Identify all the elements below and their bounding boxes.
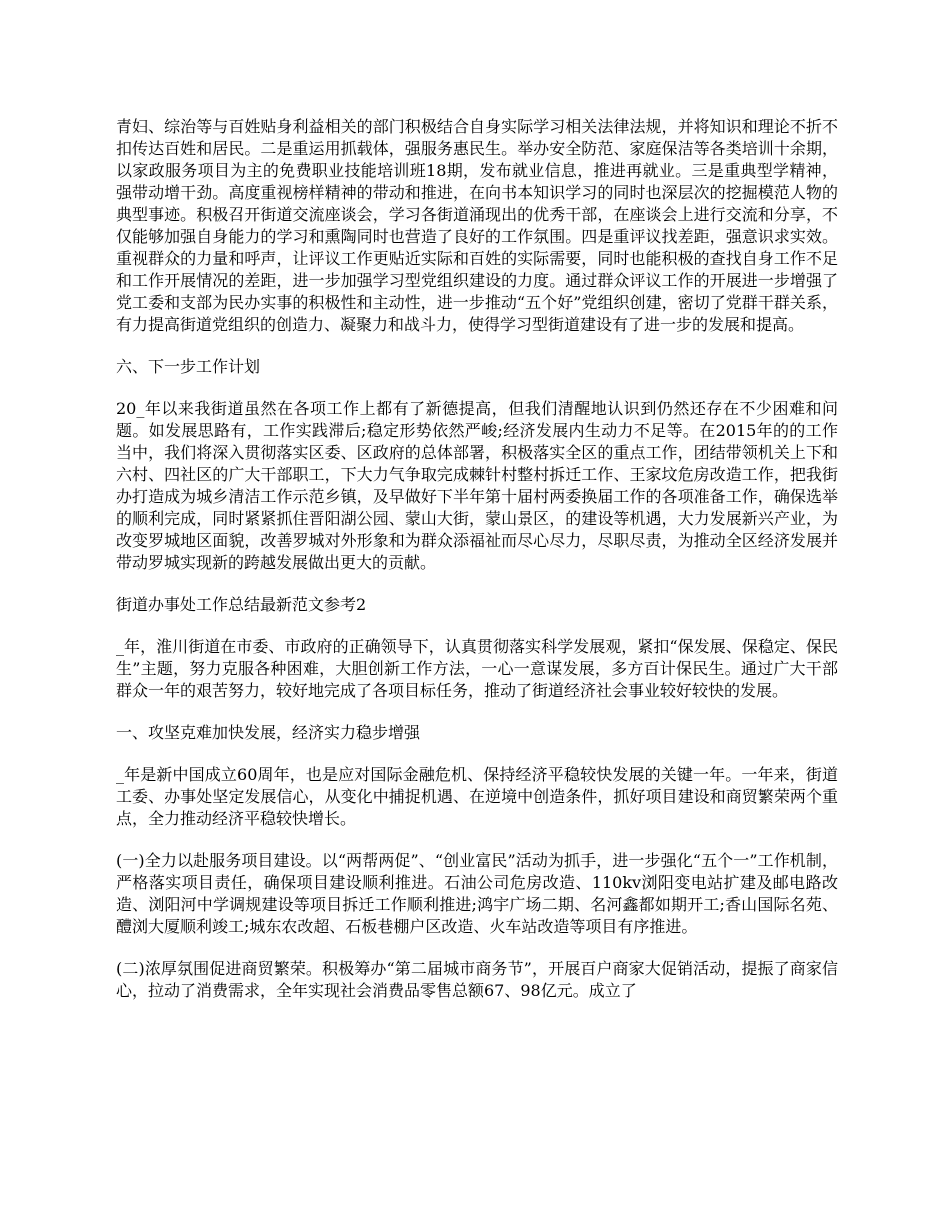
body-paragraph: (一)全力以赴服务项目建设。以“两帮两促”、“创业富民”活动为抓手，进一步强化“五个一”工作机制，严格落实项目责任，确保项目建设顺利推进。石油公司危房改造、110kv浏阳变电站扩建及邮电路改造、浏阳河中学调规建设等项目拆迁工作顺利推进;鸿宇广场二期、名河鑫都如期开工;香山国际名苑、醴浏大厦顺利竣工;城东农改超、石板巷棚户区改造、火车站改造等项目有序推进。 [116, 851, 838, 936]
body-paragraph: 20_年以来我街道虽然在各项工作上都有了新德提高，但我们清醒地认识到仍然还存在不少困难和问题。如发展思路有，工作实践滞后;稳定形势依然严峻;经济发展内生动力不足等。在2015年的的工作当中，我们将深入贯彻落实区委、区政府的总体部署，积极落实全区的重点工作，团结带领机关上下和六村、四社区的广大干部职工，下大力气争取完成棘针村整村拆迁工作、王家坟危房改造工作，把我街办打造成为城乡清洁工作示范乡镇，及早做好下半年第十届村两委换届工作的各项准备工作，确保选举的顺利完成，同时紧紧抓住晋阳湖公园、蒙山大街，蒙山景区，的建设等机遇，大力发展新兴产业，为改变罗城地区面貌，改善罗城对外形象和为群众添福祉而尽心尽力，尽职尽责，为推动全区经济发展并带动罗城实现新的跨越发展做出更大的贡献。 [116, 399, 838, 572]
document-page [116, 116, 838, 1022]
section-heading-economy: 一、攻坚克难加快发展，经济实力稳步增强 [116, 723, 421, 742]
body-paragraph: _年是新中国成立60周年，也是应对国际金融危机、保持经济平稳较快发展的关键一年。一年来，街道工委、办事处坚定发展信心，从变化中捕捉机遇、在逆境中创造条件，抓好项目建设和商贸繁荣两个重点，全力推动经济平稳较快增长。 [116, 765, 838, 828]
body-paragraph: 青妇、综治等与百姓贴身利益相关的部门积极结合自身实际学习相关法律法规，并将知识和理论不折不扣传达百姓和居民。二是重运用抓载体，强服务惠民生。举办安全防范、家庭保洁等各类培训十余期，以家政服务项目为主的免费职业技能培训班18期，发布就业信息，推进再就业。三是重典型学精神，强带动增干劲。高度重视榜样精神的带动和推进，在向书本知识学习的同时也深层次的挖掘模范人物的典型事迹。积极召开街道交流座谈会，学习各街道涌现出的优秀干部，在座谈会上进行交流和分享，不仅能够加强自身能力的学习和熏陶同时也营造了良好的工作氛围。四是重评议找差距，强意识求实效。重视群众的力量和呼声，让评议工作更贴近实际和百姓的实际需要，同时也能积极的查找自身工作不足和工作开展情况的差距，进一步加强学习型党组织建设的力度。通过群众评议工作的开展进一步增强了党工委和支部为民办实事的积极性和主动性，进一步推动“五个好”党组织创建，密切了党群干群关系，有力提高街道党组织的创造力、凝聚力和战斗力，使得学习型街道建设有了进一步的发展和提高。 [116, 117, 838, 334]
body-paragraph: (二)浓厚氛围促进商贸繁荣。积极筹办“第二届城市商务节”，开展百户商家大促销活动，提振了商家信心，拉动了消费需求，全年实现社会消费品零售总额67、98亿元。成立了 [116, 959, 838, 1000]
article-title-reference-2: 街道办事处工作总结最新范文参考2 [116, 595, 367, 614]
section-heading-next-plan: 六、下一步工作计划 [116, 357, 261, 376]
body-paragraph: _年，淮川街道在市委、市政府的正确领导下，认真贯彻落实科学发展观，紧扣“保发展、保稳定、保民生”主题，努力克服各种困难，大胆创新工作方法，一心一意谋发展，多方百计保民生。通过广大干部群众一年的艰苦努力，较好地完成了各项目标任务，推动了街道经济社会事业较好较快的发展。 [116, 637, 838, 700]
